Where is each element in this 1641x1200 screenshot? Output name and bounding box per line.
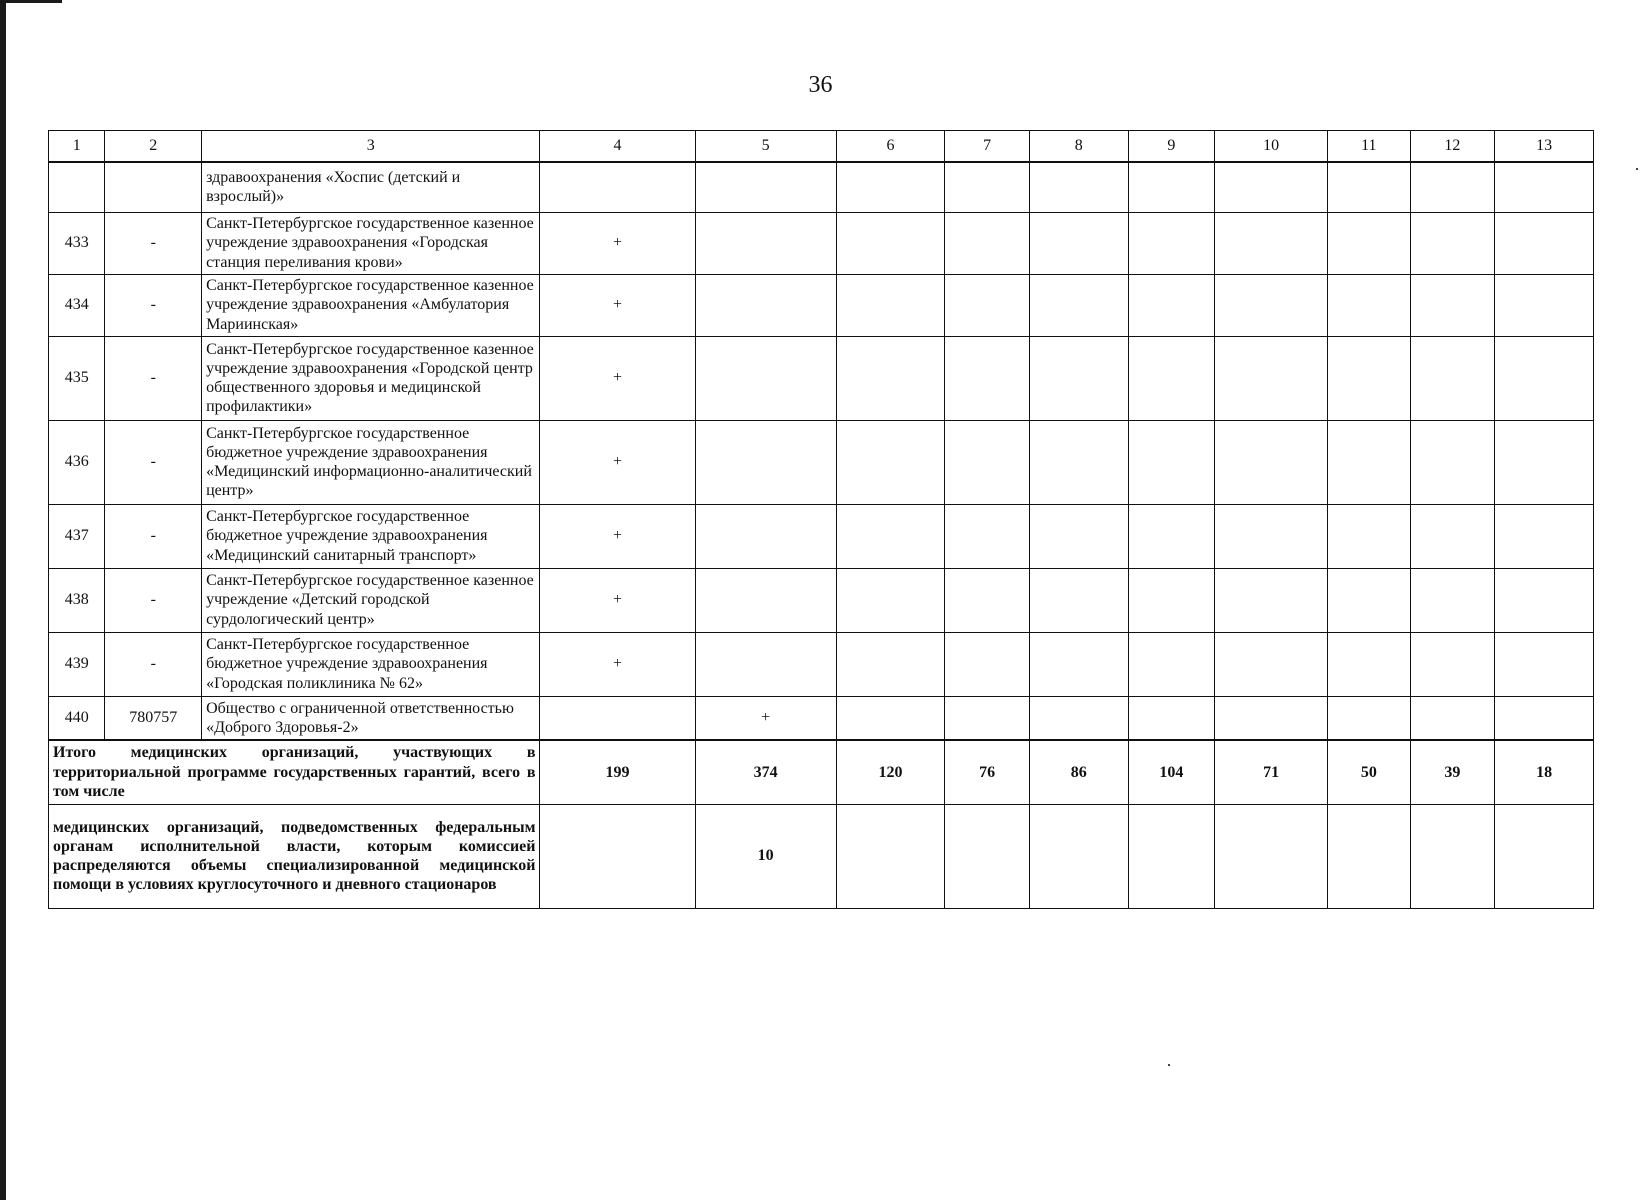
table-row [49,420,1594,504]
federal-value [836,804,945,908]
row-number: 437 [49,504,105,568]
org-name: Санкт-Петербургское государственное бюджетное учреждение здравоохранения «Медицинский санитарный транспорт» [202,504,540,568]
column-number: 2 [105,131,202,163]
table-row-continuation [49,162,1594,212]
column-number: 9 [1128,131,1215,163]
row-number: 434 [49,274,105,336]
table-row [49,212,1594,274]
federal-value [1495,804,1594,908]
scan-speck [1636,168,1638,170]
federal-value [945,804,1030,908]
row-code: - [105,274,202,336]
row-code: - [105,632,202,696]
column-number: 11 [1328,131,1411,163]
page-number: 36 [808,72,833,98]
row-number: 435 [49,336,105,420]
column-number: 13 [1495,131,1594,163]
row-code: - [105,504,202,568]
column-number: 5 [695,131,836,163]
column-number: 6 [836,131,945,163]
total-value: 199 [540,740,695,804]
total-value: 374 [695,740,836,804]
org-name: здравоохранения «Хоспис (детский и взрослый)» [202,162,540,212]
total-value: 86 [1029,740,1128,804]
row-number: 439 [49,632,105,696]
org-name: Санкт-Петербургское государственное казенное учреждение здравоохранения «Городской центр общественного здоровья и медицинской профилактики» [202,336,540,420]
total-value: 39 [1410,740,1495,804]
column-number-row [49,131,1594,163]
total-value: 76 [945,740,1030,804]
column-number: 3 [202,131,540,163]
federal-label: медицинских организаций, подведомственных федеральным органам исполнительной власти, которым комиссией распределяются объемы специализированной медицинской помощи в условиях круглосуточного и дневного стационаров [49,804,540,908]
row-code: - [105,336,202,420]
total-value: 71 [1215,740,1328,804]
total-value: 104 [1128,740,1215,804]
total-value: 18 [1495,740,1594,804]
federal-value [540,804,695,908]
table-row [49,504,1594,568]
col4-mark: + [540,504,695,568]
total-value: 120 [836,740,945,804]
table-row [49,336,1594,420]
row-code: 780757 [105,696,202,740]
row-number: 433 [49,212,105,274]
org-name: Санкт-Петербургское государственное бюджетное учреждение здравоохранения «Медицинский информационно-аналитический центр» [202,420,540,504]
scan-top-mark [0,0,62,3]
row-code: - [105,568,202,632]
column-number: 1 [49,131,105,163]
col4-mark: + [540,632,695,696]
col5-mark [695,212,836,274]
federal-value [1410,804,1495,908]
total-row [49,740,1594,804]
col5-mark [695,632,836,696]
col4-mark: + [540,336,695,420]
col5-mark [695,504,836,568]
col5-mark [695,568,836,632]
row-number: 440 [49,696,105,740]
col4-mark: + [540,274,695,336]
scan-left-edge [0,0,6,1200]
col5-mark: + [695,696,836,740]
scan-speck [1168,1064,1170,1066]
column-number: 10 [1215,131,1328,163]
col5-mark [695,336,836,420]
col5-mark [695,420,836,504]
col5-mark [695,274,836,336]
table-row [49,696,1594,740]
total-value: 50 [1328,740,1411,804]
col4-mark: + [540,212,695,274]
table-row [49,632,1594,696]
column-number: 12 [1410,131,1495,163]
row-number: 436 [49,420,105,504]
federal-value [1215,804,1328,908]
column-number: 7 [945,131,1030,163]
federal-row [49,804,1594,908]
row-number: 438 [49,568,105,632]
federal-value [1128,804,1215,908]
column-number: 4 [540,131,695,163]
total-label: Итого медицинских организаций, участвующих в территориальной программе государственных гарантий, всего в том числе [49,740,540,804]
table-row [49,274,1594,336]
row-code: - [105,420,202,504]
org-name: Общество с ограниченной ответственностью «Доброго Здоровья-2» [202,696,540,740]
col4-mark: + [540,568,695,632]
org-name: Санкт-Петербургское государственное казенное учреждение «Детский городской сурдологический центр» [202,568,540,632]
row-code: - [105,212,202,274]
federal-value [1029,804,1128,908]
column-number: 8 [1029,131,1128,163]
org-name: Санкт-Петербургское государственное казенное учреждение здравоохранения «Амбулатория Мариинская» [202,274,540,336]
federal-value [1328,804,1411,908]
org-name: Санкт-Петербургское государственное казенное учреждение здравоохранения «Городская станция переливания крови» [202,212,540,274]
organizations-table [48,130,1594,909]
federal-value: 10 [695,804,836,908]
table-row [49,568,1594,632]
col4-mark: + [540,420,695,504]
col4-mark [540,696,695,740]
org-name: Санкт-Петербургское государственное бюджетное учреждение здравоохранения «Городская поликлиника № 62» [202,632,540,696]
